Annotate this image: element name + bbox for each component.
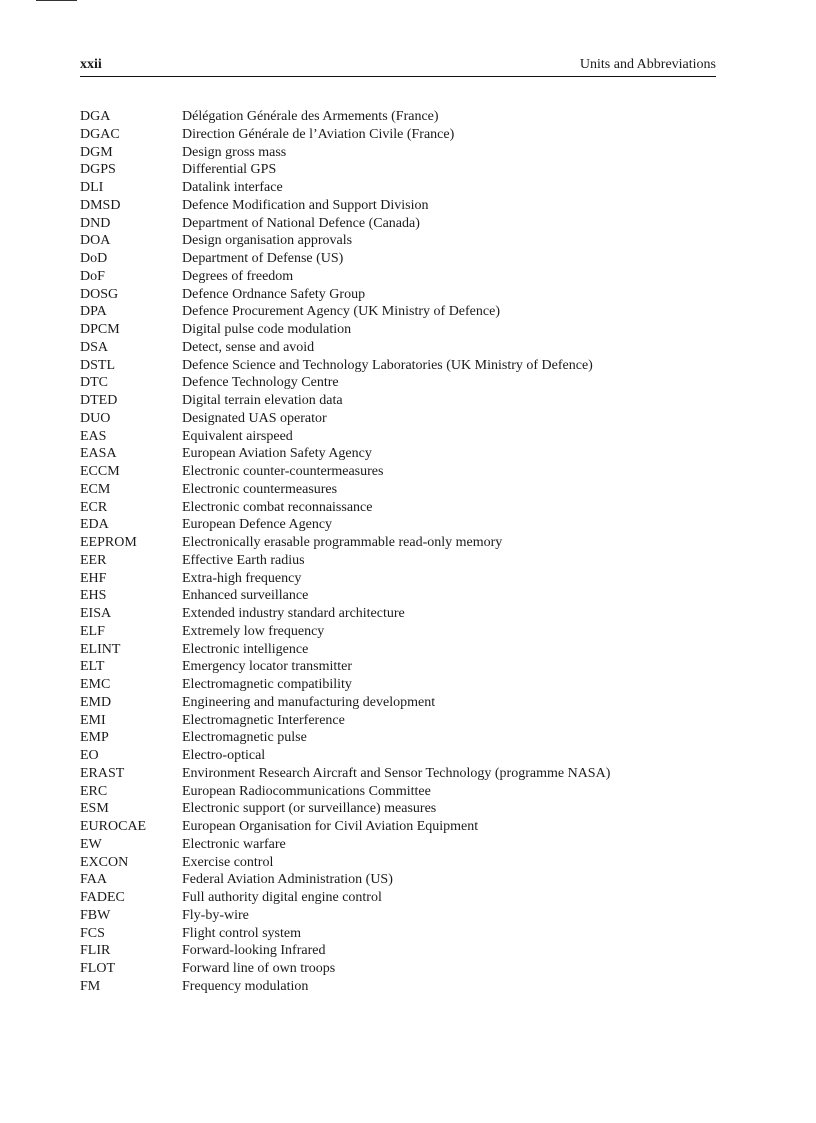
abbreviation-row (80, 605, 720, 623)
abbreviation-term: EEPROM (80, 535, 137, 550)
abbreviation-row (80, 836, 720, 854)
abbreviation-term: ECM (80, 481, 111, 497)
abbreviation-term: EUROCAE (80, 819, 147, 834)
abbreviation-row (80, 161, 720, 179)
abbreviation-row (80, 179, 720, 197)
abbreviation-definition: Frequency modulation (182, 978, 309, 994)
abbreviation-definition: Defence Ordnance Safety Group (182, 286, 366, 302)
abbreviation-definition: Extra-high frequency (182, 570, 302, 586)
abbreviation-row (80, 712, 720, 730)
abbreviation-term: ELT (80, 659, 105, 675)
abbreviation-definition: Electronically erasable programmable read-only memory (182, 535, 503, 550)
abbreviation-definition: Flight control system (182, 925, 301, 941)
abbreviation-row (80, 197, 720, 215)
abbreviation-row (80, 570, 720, 588)
abbreviation-row (80, 108, 720, 126)
abbreviation-row (80, 374, 720, 392)
abbreviation-definition: Forward-looking Infrared (182, 943, 326, 959)
abbreviation-term: DTED (80, 393, 118, 408)
abbreviation-definition: European Defence Agency (182, 517, 333, 533)
abbreviation-row (80, 623, 720, 641)
abbreviation-definition: Full authority digital engine control (182, 890, 382, 905)
abbreviation-term: DUO (80, 410, 111, 426)
abbreviation-row (80, 658, 720, 676)
abbreviation-term: EER (80, 552, 107, 568)
abbreviation-term: EISA (80, 606, 112, 621)
abbreviation-row (80, 303, 720, 321)
abbreviation-row (80, 286, 720, 304)
abbreviation-term: FCS (80, 925, 105, 941)
abbreviation-definition: Digital terrain elevation data (182, 393, 343, 408)
abbreviation-row (80, 215, 720, 233)
abbreviation-row (80, 587, 720, 605)
abbreviation-term: ESM (80, 801, 109, 817)
abbreviation-term: DoD (80, 251, 108, 266)
abbreviation-term: FAA (80, 872, 107, 888)
abbreviation-row (80, 357, 720, 375)
abbreviation-term: FBW (80, 907, 111, 923)
abbreviation-definition: Effective Earth radius (182, 552, 305, 568)
abbreviation-term: EDA (80, 517, 109, 533)
abbreviation-row (80, 925, 720, 943)
abbreviation-row (80, 694, 720, 712)
abbreviation-row (80, 978, 720, 996)
crop-mark (36, 0, 77, 1)
abbreviation-row (80, 641, 720, 659)
abbreviation-term: DLI (80, 180, 104, 195)
abbreviation-term: EMC (80, 677, 111, 692)
abbreviation-definition: Electronic support (or surveillance) measures (182, 801, 437, 817)
abbreviation-term: EMP (80, 730, 109, 746)
abbreviation-row (80, 428, 720, 446)
abbreviation-definition: Electronic combat reconnaissance (182, 499, 373, 515)
abbreviation-term: EMD (80, 694, 112, 710)
abbreviation-term: EW (80, 836, 102, 852)
abbreviation-definition: Electronic warfare (182, 836, 286, 852)
abbreviation-row (80, 144, 720, 162)
abbreviation-definition: Electromagnetic compatibility (182, 677, 352, 692)
abbreviation-term: ELINT (80, 641, 121, 657)
abbreviation-term: DPA (80, 304, 107, 320)
page-number: xxii (80, 57, 102, 72)
abbreviation-definition: Electronic countermeasures (182, 481, 338, 497)
abbreviation-row (80, 516, 720, 534)
abbreviation-row (80, 854, 720, 872)
abbreviation-row (80, 871, 720, 889)
abbreviation-row (80, 410, 720, 428)
abbreviation-row (80, 463, 720, 481)
abbreviation-row (80, 232, 720, 250)
abbreviation-term: EHS (80, 588, 107, 604)
abbreviation-term: ECR (80, 499, 108, 515)
abbreviation-term: DOSG (80, 286, 119, 302)
abbreviation-definition: Emergency locator transmitter (182, 659, 353, 675)
abbreviation-term: DND (80, 215, 111, 231)
abbreviation-definition: Electro-optical (182, 748, 266, 763)
abbreviation-row (80, 765, 720, 783)
abbreviation-definition: Department of National Defence (Canada) (182, 215, 420, 231)
abbreviation-row (80, 942, 720, 960)
abbreviation-row (80, 676, 720, 694)
abbreviation-definition: Federal Aviation Administration (US) (182, 872, 393, 888)
abbreviation-definition: Environment Research Aircraft and Sensor Technology (programme NASA) (182, 765, 611, 781)
abbreviation-row (80, 499, 720, 517)
abbreviation-row (80, 268, 720, 286)
abbreviation-term: DMSD (80, 197, 121, 213)
abbreviation-definition: Electromagnetic Interference (182, 712, 345, 728)
abbreviation-definition: Design organisation approvals (182, 233, 353, 249)
abbreviation-term: ELF (80, 623, 105, 639)
abbreviation-term: FLOT (80, 961, 115, 976)
abbreviation-term: EAS (80, 428, 107, 444)
abbreviation-definition: Differential GPS (182, 162, 277, 178)
abbreviation-row (80, 783, 720, 801)
abbreviation-term: ERAST (80, 765, 125, 781)
abbreviation-term: DSTL (80, 357, 115, 373)
abbreviation-term: EHF (80, 570, 107, 586)
abbreviation-term: ECCM (80, 464, 120, 479)
abbreviation-term: DTC (80, 375, 108, 391)
abbreviation-row (80, 250, 720, 268)
abbreviation-definition: Equivalent airspeed (182, 428, 293, 444)
abbreviation-row (80, 960, 720, 978)
abbreviation-definition: Electronic intelligence (182, 641, 309, 657)
abbreviation-row (80, 889, 720, 907)
abbreviation-term: DGA (80, 109, 111, 124)
abbreviation-definition: Extended industry standard architecture (182, 606, 405, 621)
abbreviation-definition: Exercise control (182, 854, 274, 870)
abbreviation-row (80, 747, 720, 765)
abbreviation-term: EMI (80, 712, 106, 728)
abbreviation-term: ERC (80, 783, 108, 799)
abbreviation-row (80, 907, 720, 925)
abbreviation-row (80, 392, 720, 410)
abbreviation-row (80, 445, 720, 463)
abbreviation-term: FLIR (80, 943, 111, 959)
abbreviation-definition: Fly-by-wire (182, 907, 249, 923)
abbreviation-definition: Forward line of own troops (182, 961, 336, 976)
abbreviation-term: DGAC (80, 126, 120, 142)
abbreviation-definition: Defence Technology Centre (182, 375, 339, 391)
abbreviation-definition: European Aviation Safety Agency (182, 446, 372, 462)
abbreviation-definition: Electronic counter-countermeasures (182, 464, 384, 479)
abbreviation-row (80, 481, 720, 499)
abbreviation-row (80, 126, 720, 144)
abbreviation-definition: Electromagnetic pulse (182, 730, 307, 746)
abbreviation-row (80, 321, 720, 339)
abbreviation-row (80, 339, 720, 357)
abbreviation-term: EO (80, 748, 99, 763)
page-header (80, 56, 716, 77)
abbreviation-row (80, 534, 720, 552)
abbreviation-row (80, 729, 720, 747)
abbreviation-definition: European Radiocommunications Committee (182, 783, 431, 799)
abbreviation-term: DSA (80, 339, 109, 355)
abbreviation-term: DGPS (80, 162, 116, 178)
abbreviation-row (80, 818, 720, 836)
abbreviation-definition: Defence Modification and Support Division (182, 197, 429, 213)
abbreviation-term: EASA (80, 446, 117, 462)
abbreviation-definition: Designated UAS operator (182, 410, 327, 426)
abbreviation-term: DPCM (80, 322, 120, 337)
abbreviation-definition: Délégation Générale des Armements (France) (182, 109, 439, 124)
abbreviation-term: DOA (80, 233, 111, 249)
abbreviation-row (80, 552, 720, 570)
abbreviation-definition: Design gross mass (182, 144, 287, 160)
abbreviation-definition: Extremely low frequency (182, 623, 325, 639)
abbreviation-term: FADEC (80, 890, 125, 905)
abbreviation-term: DoF (80, 268, 105, 284)
abbreviation-list (80, 108, 720, 996)
abbreviation-definition: Detect, sense and avoid (182, 339, 315, 355)
abbreviation-term: DGM (80, 144, 113, 160)
abbreviation-definition: Engineering and manufacturing development (182, 694, 436, 710)
abbreviation-definition: Degrees of freedom (182, 268, 294, 284)
abbreviation-definition: Defence Science and Technology Laboratories (UK Ministry of Defence) (182, 357, 593, 373)
running-title: Units and Abbreviations (579, 57, 716, 72)
abbreviation-definition: European Organisation for Civil Aviation Equipment (182, 819, 479, 834)
abbreviation-definition: Digital pulse code modulation (182, 322, 352, 337)
abbreviation-definition: Datalink interface (182, 180, 283, 195)
abbreviation-definition: Enhanced surveillance (182, 588, 309, 604)
abbreviation-row (80, 800, 720, 818)
abbreviation-definition: Defence Procurement Agency (UK Ministry of Defence) (182, 304, 500, 320)
abbreviation-term: FM (80, 978, 101, 994)
abbreviation-term: EXCON (80, 854, 129, 870)
abbreviation-definition: Direction Générale de l’Aviation Civile (France) (182, 126, 455, 142)
abbreviation-definition: Department of Defense (US) (182, 251, 344, 266)
